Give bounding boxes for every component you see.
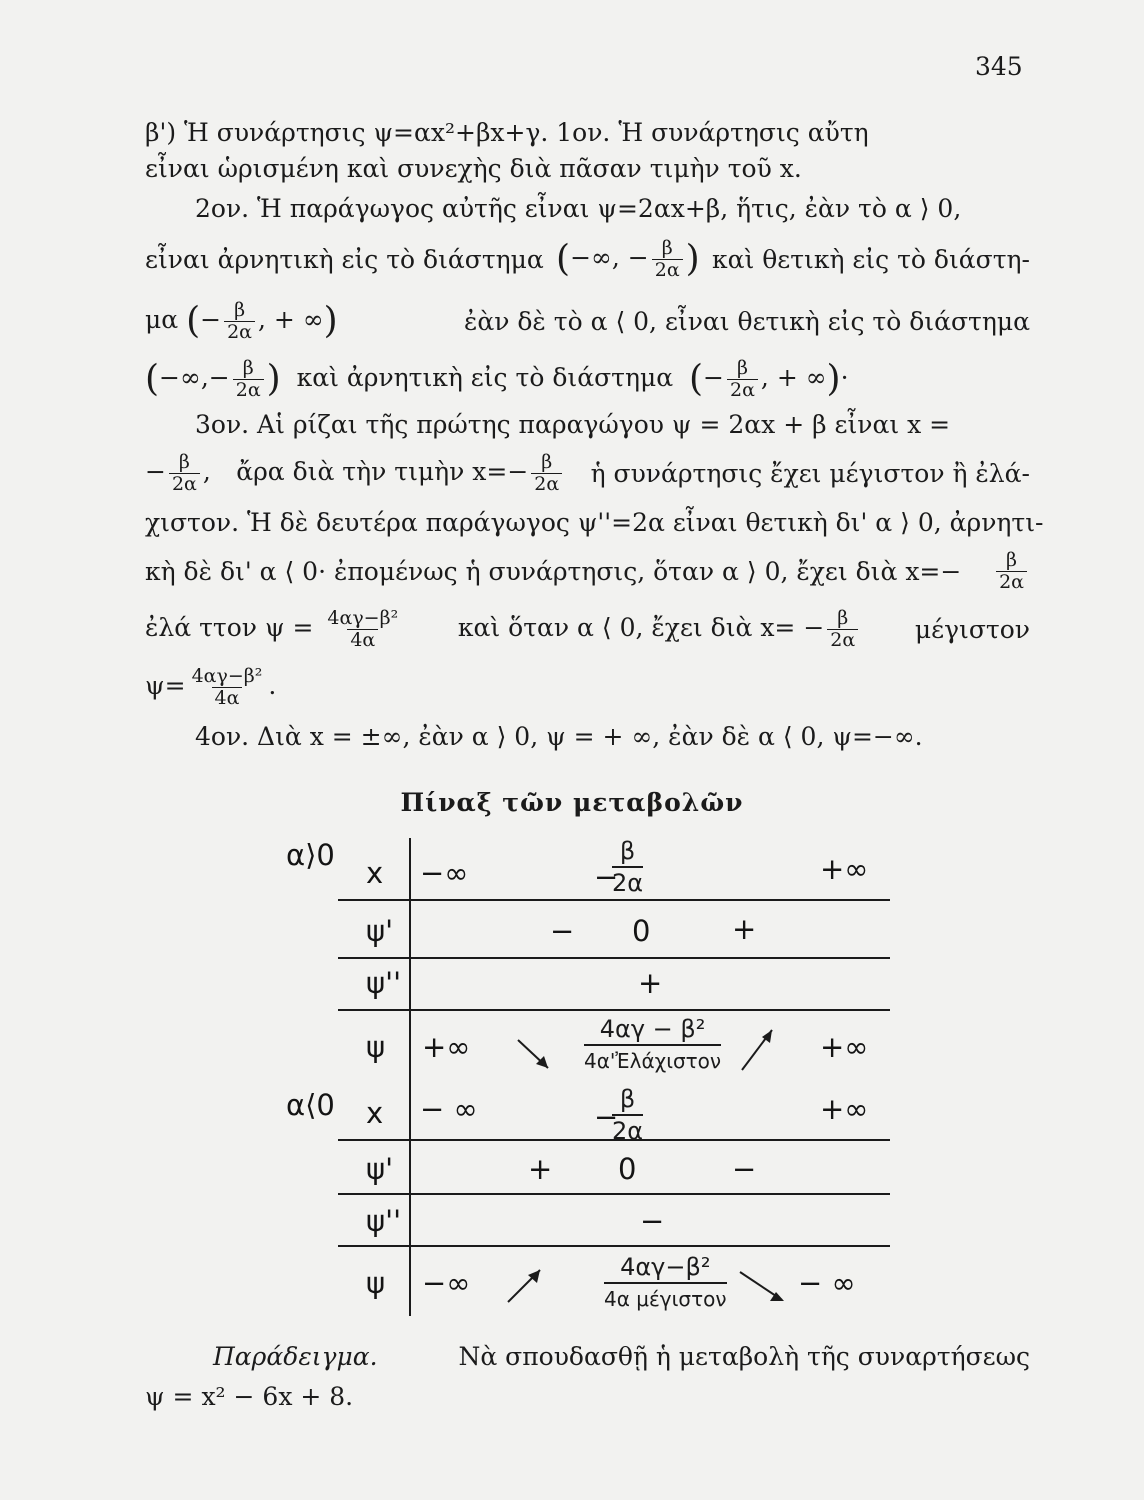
table2-d1-label: ψ'	[366, 1152, 394, 1186]
text: κὴ δὲ δι' α ⟨ 0· ἐπομένως ἡ συνάρτησις, ὅταν α ⟩ 0, ἔχει διὰ x=−	[145, 556, 962, 586]
table1-f-min	[584, 1014, 721, 1076]
denominator: 2α	[652, 259, 683, 281]
numerator: β	[661, 237, 673, 259]
table1-d1-right: +	[732, 912, 757, 946]
numerator: 4αγ−β²	[620, 1253, 711, 1281]
text-line	[213, 1342, 1030, 1372]
math: −	[703, 363, 724, 392]
numerator: 4αγ−β²	[191, 665, 263, 687]
math: −	[627, 243, 649, 272]
text: 2ον. Ἡ παράγωγος αὐτῆς εἶναι ψ=2αx+β, ἥτις, ἐὰν τὸ α ⟩ 0,	[195, 194, 962, 223]
numerator: β	[619, 1085, 636, 1113]
table2-d2-value: −	[640, 1204, 665, 1238]
math: −∞	[570, 243, 612, 272]
numerator: 4αγ − β²	[599, 1015, 706, 1043]
table2-d1-mid: 0	[618, 1152, 637, 1186]
text: ἐλά ττον ψ =	[145, 613, 314, 642]
denominator: 2α	[727, 379, 758, 401]
numerator: β	[1006, 549, 1018, 571]
table1-f-label: ψ	[366, 1030, 386, 1064]
text: χιστον. Ἡ δὲ δευτέρα παράγωγος ψ''=2α εἶναι θετικὴ δι' α ⟩ 0, ἀρνητι-	[145, 508, 1044, 537]
denominator: 2α	[612, 866, 643, 898]
denominator: 2α	[531, 473, 562, 495]
numerator: β	[541, 451, 553, 473]
denominator: 2α	[612, 1114, 643, 1146]
table2-d1-left: +	[528, 1152, 553, 1186]
text: καὶ ὅταν α ⟨ 0, ἔχει διὰ x= −	[457, 613, 825, 642]
paren: (	[556, 238, 571, 280]
table2-f-max	[604, 1252, 727, 1314]
math: ,	[611, 243, 620, 272]
text: ψ = x² − 6x + 8.	[145, 1382, 354, 1411]
text: ἐὰν δὲ τὸ α ⟨ 0, εἶναι θετικὴ εἰς τὸ διάστημα	[463, 306, 1030, 336]
math: −	[145, 457, 166, 486]
denominator: 2α	[996, 571, 1027, 593]
page-number: 345	[975, 52, 1023, 81]
text: 3ον. Αἱ ρίζαι τῆς πρώτης παραγώγου ψ = 2αx + β εἶναι x =	[195, 410, 951, 439]
math: −	[208, 363, 230, 392]
denominator: 2α	[169, 473, 200, 495]
paren: (	[145, 358, 160, 400]
table1-f-left: +∞	[422, 1030, 471, 1064]
table1-f-right: +∞	[820, 1030, 869, 1064]
table1-d2-value: +	[638, 966, 663, 1000]
table2-d1-right: −	[732, 1152, 757, 1186]
text: ἡ συνάρτησις ἔχει μέγιστον ἢ ἐλά-	[590, 458, 1030, 488]
math: ,	[760, 363, 769, 392]
text: καὶ θετικὴ εἰς τὸ διάστη-	[711, 244, 1030, 274]
paren: )	[685, 238, 700, 280]
text: εἶναι ὡρισμένη καὶ συνεχὴς διὰ πᾶσαν τιμὴν τοῦ x.	[145, 154, 802, 183]
numerator: β	[736, 357, 748, 379]
paren: (	[186, 300, 201, 342]
math: + ∞	[776, 363, 827, 392]
math: .	[268, 671, 277, 700]
table2-x-label: x	[366, 1096, 384, 1130]
text-line	[145, 1382, 1030, 1412]
math: + ∞	[273, 305, 324, 334]
table-title: Πίναξ τῶν μεταβολῶν	[400, 788, 744, 817]
table2-x-right: +∞	[820, 1092, 869, 1126]
numerator: 4αγ−β²	[327, 607, 399, 629]
paren: (	[688, 358, 704, 400]
table1-x-mid	[612, 836, 643, 898]
text: ἄρα διὰ τὴν τιμὴν x=−	[236, 457, 529, 486]
numerator: β	[242, 357, 254, 379]
denominator: 2α	[224, 321, 255, 343]
table1-x-mid-sign: −	[594, 860, 619, 894]
table1-d1-left: −	[550, 914, 575, 948]
numerator: β	[619, 837, 636, 865]
table1-d1-label: ψ'	[366, 914, 394, 948]
math: −∞	[159, 363, 201, 392]
paren: )	[323, 300, 338, 342]
math: ·	[840, 363, 849, 392]
text: Νὰ σπουδασθῇ ἡ μεταβολὴ τῆς συναρτήσεως	[458, 1342, 1030, 1371]
denominator: 4α	[212, 687, 243, 709]
table1-condition: α⟩0	[286, 838, 335, 872]
table1-d1-mid: 0	[632, 914, 651, 948]
table1-x-label: x	[366, 856, 384, 890]
math: ,	[258, 305, 266, 334]
text: 4ον. Διὰ x = ±∞, ἐὰν α ⟩ 0, ψ = + ∞, ἐὰν δὲ α ⟨ 0, ψ=−∞.	[195, 722, 923, 751]
text: μέγιστον	[914, 614, 1030, 644]
table2-x-left: − ∞	[420, 1092, 478, 1126]
table2-f-label: ψ	[366, 1266, 386, 1300]
text: μα	[145, 305, 179, 334]
table1-d2-label: ψ''	[366, 966, 402, 1000]
denominator: 4α	[347, 629, 378, 651]
denominator: 4α'Ἐλάχιστον	[584, 1044, 721, 1076]
math: −	[200, 305, 222, 334]
numerator: β	[178, 451, 190, 473]
paren: )	[826, 358, 841, 400]
table2-x-mid	[612, 1084, 643, 1146]
table2-x-mid-sign: −	[594, 1100, 619, 1134]
table2-f-right: − ∞	[798, 1266, 856, 1300]
table2-d2-label: ψ''	[366, 1204, 402, 1238]
text: εἶναι ἀρνητικὴ εἰς τὸ διάστημα	[145, 244, 544, 274]
denominator: 4α μέγιστον	[604, 1282, 727, 1314]
table1-x-left: −∞	[420, 856, 469, 890]
denominator: 2α	[233, 379, 264, 401]
table1-x-right: +∞	[820, 852, 869, 886]
paren: )	[266, 358, 281, 400]
math: ,	[200, 363, 209, 392]
text: καὶ ἀρνητικὴ εἰς τὸ διάστημα	[296, 363, 674, 392]
example-label: Παράδειγμα.	[213, 1342, 378, 1371]
numerator: β	[837, 607, 849, 629]
math: ,	[202, 457, 211, 486]
numerator: β	[234, 299, 246, 321]
text: ψ=	[145, 671, 186, 700]
denominator: 2α	[827, 629, 858, 651]
text: β') Ἡ συνάρτησις ψ=αx²+βx+γ. 1ον. Ἡ συνάρτησις αὔτη	[145, 118, 869, 147]
table2-f-left: −∞	[422, 1266, 471, 1300]
table2-condition: α⟨0	[286, 1088, 335, 1122]
